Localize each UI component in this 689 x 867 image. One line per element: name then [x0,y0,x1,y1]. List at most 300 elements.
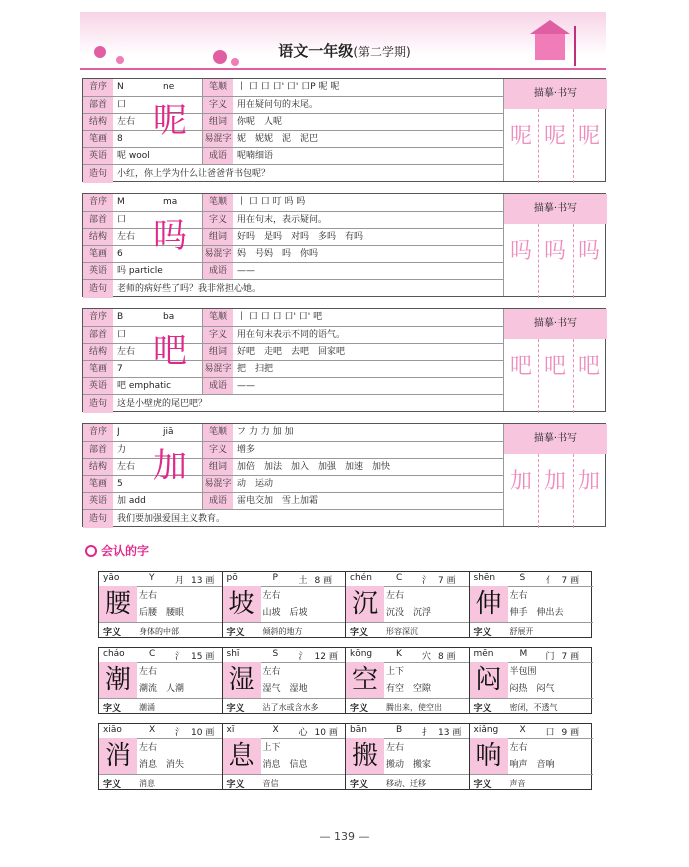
cell-header [223,572,346,587]
label-sentence: 造句 [83,510,113,528]
recognize-cell [99,724,223,789]
character-card [82,308,606,412]
value-confusable: 妮 妮妮 泥 泥巴 [237,134,319,144]
cell-meaning-label: 字义 [350,780,369,790]
cell-header [99,572,222,587]
label-sentence: 造句 [83,165,113,183]
cell-letter: Y [149,573,155,583]
cell-pinyin: bān [350,725,367,735]
cell-strokes: 7 画 [561,652,580,662]
cell-pinyin: pō [226,573,238,583]
recognize-section-title [85,542,149,559]
value-compound: 好吧 走吧 去吧 回家吧 [237,347,346,357]
label-stroke_order: 笔顺 [203,424,233,442]
cell-pinyin: cháo [103,649,125,659]
cell-pinyin: kōng [350,649,373,659]
cell-meaning-row [223,622,346,639]
cell-meaning-label: 字义 [226,628,245,638]
card-row [83,228,503,246]
trace-box [503,424,607,526]
cell-header [470,724,594,739]
value-english: 呢 wool [117,151,150,161]
trace-guide [573,224,574,298]
label-confusable: 易混字 [203,361,233,378]
character-card [82,78,606,182]
value-english: 加 add [117,496,146,506]
card-row [83,492,503,510]
recognize-row [98,571,592,638]
cell-meaning: 倾斜的地方 [262,627,303,636]
cell-structure: 左右 [262,667,281,677]
label-compound: 组词 [203,229,233,246]
cell-letter: C [396,573,403,583]
cell-radical: 口 [545,728,555,738]
trace-label: 描摹·书写 [504,79,607,109]
cell-pinyin: xiāo [103,725,122,735]
label-confusable: 易混字 [203,246,233,263]
cell-meaning-row [223,698,346,715]
card-row [83,113,503,131]
cell-strokes: 8 画 [438,652,456,662]
cell-radical: 扌 [422,728,432,738]
value-idiom: 雷电交加 雪上加霜 [237,496,319,506]
label-order: 音序 [83,309,113,327]
cell-header [99,724,222,739]
cell-meaning: 密闭，不透气 [509,703,558,712]
cell-meaning-row [470,774,594,791]
card-row [83,96,503,114]
cell-pinyin: yāo [103,573,120,583]
cell-strokes: 12 画 [314,652,338,662]
cell-pinyin: xī [226,725,235,735]
trace-guide [538,339,539,413]
cell-character: 腰 [99,586,137,622]
cell-meaning-label: 字义 [350,704,369,714]
cell-header [99,648,222,663]
cell-radical: 心 [298,728,308,738]
label-order: 音序 [83,194,113,212]
card-row [83,211,503,229]
cell-meaning-row [346,622,469,639]
recognize-cell [223,572,347,637]
cell-meaning-row [99,698,222,715]
label-idiom: 成语 [203,148,233,165]
value-strokes: 7 [117,364,123,374]
value-order [117,309,197,326]
label-confusable: 易混字 [203,476,233,493]
cell-header [346,572,469,587]
card-row [83,458,503,476]
cell-radical: 月 [175,576,185,586]
cell-words: 消息 消失 [139,760,185,770]
order-letter: N [117,82,124,92]
cell-words: 山坡 后坡 [262,608,308,618]
cell-character: 搬 [346,738,384,774]
cell-meaning-label: 字义 [226,704,245,714]
recognize-title-text: 会认的字 [101,544,150,558]
recognize-cell [99,648,223,713]
trace-guide [538,454,539,528]
value-idiom: —— [237,266,255,276]
pinyin: ma [163,197,178,207]
cell-strokes: 9 画 [561,728,580,738]
cell-structure: 左右 [139,591,158,601]
cell-header [346,648,469,663]
sentence-text: 小红，你上学为什么让爸爸背书包呢？ [117,169,271,179]
trace-guide [573,109,574,183]
cell-meaning-row [470,698,594,715]
cell-pinyin: xiǎng [473,725,499,735]
cell-words: 闷热 闷气 [509,684,555,694]
cell-structure: 左右 [386,743,405,753]
cell-meaning: 潮涌 [139,703,155,712]
cell-meaning: 形容深沉 [386,627,418,636]
sentence-text: 老师的病好些了吗？我非常担心她。 [117,284,262,294]
label-english: 英语 [83,378,113,395]
cell-pinyin: chén [350,573,372,583]
value-strokes: 8 [117,134,123,144]
cell-radical: 氵 [175,652,185,662]
label-stroke_order: 笔顺 [203,79,233,97]
recognize-cell [346,572,470,637]
cell-meaning-label: 字义 [103,628,122,638]
card-row [83,326,503,344]
trace-char: 加 [510,469,533,494]
cell-meaning: 消息 [139,779,155,788]
cell-letter: K [396,649,402,659]
trace-char: 吗 [544,239,567,264]
cell-header [223,648,346,663]
label-order: 音序 [83,79,113,97]
cell-character: 消 [99,738,137,774]
label-order: 音序 [83,424,113,442]
recognize-cell [223,724,347,789]
label-sentence: 造句 [83,395,113,413]
trace-label: 描摹·书写 [504,424,607,454]
cell-strokes: 10 画 [191,728,215,738]
trace-label: 描摹·书写 [504,194,607,224]
value-meaning: 用在句末表示不同的语气。 [237,330,346,340]
trace-char: 呢 [578,124,601,149]
label-stroke_order: 笔顺 [203,194,233,212]
trace-char: 吧 [578,354,601,379]
label-english: 英语 [83,493,113,510]
cell-words: 有空 空隙 [386,684,432,694]
cell-meaning-row [346,774,469,791]
value-structure: 左右 [117,462,136,472]
value-radical: 口 [117,100,127,110]
cell-structure: 左右 [139,743,158,753]
card-row [83,262,503,280]
label-strokes: 笔画 [83,476,113,493]
cell-meaning: 腾出来，使空出 [386,703,442,712]
sentence-row [83,164,503,183]
value-confusable: 妈 号妈 吗 你吗 [237,249,319,259]
label-compound: 组词 [203,114,233,131]
value-strokes: 6 [117,249,123,259]
header-divider [80,68,606,70]
cell-radical: 氵 [175,728,185,738]
value-stroke_order: フ 力 力 加 加 [237,427,294,437]
label-meaning: 字义 [203,97,233,114]
pinyin: ba [163,312,175,322]
value-meaning: 用在疑问句的末尾。 [237,100,319,110]
trace-guide [538,224,539,298]
cell-words: 响声 音响 [509,760,555,770]
value-order [117,194,197,211]
magnifier-icon [85,545,97,557]
label-idiom: 成语 [203,263,233,280]
cell-meaning-label: 字义 [473,628,492,638]
label-confusable: 易混字 [203,131,233,148]
trace-label: 描摹·书写 [504,309,607,339]
cell-letter: P [272,573,278,583]
card-row [83,147,503,165]
page-number: — 139 — [319,830,370,843]
cell-meaning-row [346,698,469,715]
recognize-cell [470,648,594,713]
trace-char: 呢 [544,124,567,149]
trace-box [503,79,607,181]
sentence-row [83,279,503,298]
cell-structure: 半包围 [509,667,537,677]
cell-meaning: 舒展开 [509,627,534,636]
cell-strokes: 13 画 [191,576,215,586]
cell-structure: 左右 [386,591,405,601]
cell-structure: 上下 [386,667,405,677]
cell-letter: B [396,725,403,735]
character-card [82,423,606,527]
cell-character: 潮 [99,662,137,698]
cell-meaning: 移动、迁移 [386,779,426,788]
cell-strokes: 10 画 [314,728,338,738]
cell-character: 息 [223,738,261,774]
value-structure: 左右 [117,232,136,242]
card-row [83,475,503,493]
cell-radical: 土 [298,576,308,586]
cell-words: 消息 信息 [262,760,308,770]
value-confusable: 把 扫把 [237,364,274,374]
cell-character: 沉 [346,586,384,622]
cell-meaning-label: 字义 [473,704,492,714]
card-row [83,360,503,378]
label-radical: 部首 [83,442,113,459]
cell-letter: X [272,725,279,735]
trace-char: 吗 [578,239,601,264]
subtitle-text: (第二学期) [353,45,411,59]
label-stroke_order: 笔顺 [203,309,233,327]
recognize-cell [99,572,223,637]
order-letter: M [117,197,125,207]
value-compound: 好吗 是吗 对吗 多吗 有吗 [237,232,364,242]
sentence-text: 我们要加强爱国主义教育。 [117,514,226,524]
cell-meaning-row [99,622,222,639]
recognize-cell [346,648,470,713]
card-row [83,343,503,361]
label-idiom: 成语 [203,493,233,510]
trace-char: 加 [544,469,567,494]
cell-header [470,572,594,587]
value-meaning: 增多 [237,445,256,455]
value-confusable: 动 运动 [237,479,274,489]
recognize-cell [346,724,470,789]
cell-structure: 左右 [262,591,281,601]
divider [202,309,203,394]
main-character: 加 [153,446,187,486]
value-order [117,424,197,441]
value-stroke_order: 丨 口 口 叮 吗 吗 [237,197,306,207]
cell-radical: 穴 [422,652,432,662]
card-row [83,377,503,395]
value-compound: 你呢 人呢 [237,117,283,127]
trace-guide [573,339,574,413]
value-order [117,79,197,96]
divider [202,79,203,164]
cell-words: 伸手 伸出去 [509,608,564,618]
label-meaning: 字义 [203,442,233,459]
value-meaning: 用在句末，表示疑问。 [237,215,328,225]
cell-words: 沉没 沉浮 [386,608,432,618]
cell-strokes: 7 画 [561,576,580,586]
card-row [83,79,503,97]
cell-radical: 亻 [545,576,555,586]
recognize-cell [470,724,594,789]
cell-character: 坡 [223,586,261,622]
value-structure: 左右 [117,347,136,357]
recognize-cell [223,648,347,713]
label-structure: 结构 [83,459,113,476]
sentence-text: 这是小壁虎的尾巴吧？ [117,399,208,409]
cell-strokes: 15 画 [191,652,215,662]
value-radical: 力 [117,445,127,455]
cell-meaning: 沾了水或含水多 [262,703,319,712]
label-meaning: 字义 [203,327,233,344]
cell-words: 后腰 腰眼 [139,608,185,618]
cell-character: 闷 [470,662,508,698]
cell-radical: 氵 [422,576,432,586]
trace-char: 吧 [510,354,533,379]
label-structure: 结构 [83,229,113,246]
title-text: 语文一年级 [278,42,354,60]
label-strokes: 笔画 [83,246,113,263]
value-compound: 加倍 加法 加入 加强 加速 加快 [237,462,391,472]
main-character: 吗 [153,216,187,256]
page-title [0,40,689,61]
trace-guide [538,109,539,183]
cell-strokes: 8 画 [314,576,333,586]
cell-meaning: 音信 [262,779,279,788]
order-letter: B [117,312,124,322]
cell-meaning-label: 字义 [473,780,492,790]
cell-pinyin: shēn [473,573,496,583]
cell-structure: 上下 [262,743,281,753]
label-meaning: 字义 [203,212,233,229]
trace-char: 加 [578,469,601,494]
trace-char: 吧 [544,354,567,379]
value-english: 吧 emphatic [117,381,172,391]
value-strokes: 5 [117,479,123,489]
value-idiom: 呢喃细语 [237,151,274,161]
pinyin: ne [163,82,175,92]
value-stroke_order: 丨 口 口 口 口' 口' 吧 [237,312,323,322]
label-structure: 结构 [83,114,113,131]
character-card [82,193,606,297]
label-compound: 组词 [203,459,233,476]
cell-radical: 门 [545,652,555,662]
value-stroke_order: 丨 口 口 口' 口' 口P 呢 呢 [237,82,340,92]
sentence-row [83,394,503,413]
cell-letter: M [519,649,528,659]
divider [202,424,203,509]
order-letter: J [117,427,120,437]
label-idiom: 成语 [203,378,233,395]
label-compound: 组词 [203,344,233,361]
cell-meaning: 身体的中部 [139,627,179,636]
label-radical: 部首 [83,212,113,229]
cell-letter: X [519,725,526,735]
cell-character: 响 [470,738,508,774]
label-strokes: 笔画 [83,361,113,378]
trace-guide [573,454,574,528]
card-row [83,245,503,263]
recognize-row [98,647,592,714]
cell-structure: 左右 [509,591,528,601]
cell-structure: 左右 [509,743,528,753]
card-row [83,424,503,442]
divider [202,194,203,279]
recognize-row [98,723,592,790]
trace-char: 吗 [510,239,533,264]
card-row [83,441,503,459]
value-english: 吗 particle [117,266,163,276]
label-english: 英语 [83,148,113,165]
cell-strokes: 13 画 [438,728,462,738]
value-radical: 口 [117,330,127,340]
cell-pinyin: shī [226,649,240,659]
cell-meaning-row [99,774,222,791]
main-character: 呢 [153,101,187,141]
cell-structure: 左右 [139,667,158,677]
cell-meaning: 声音 [509,779,526,788]
value-structure: 左右 [117,117,136,127]
cell-character: 伸 [470,586,508,622]
label-english: 英语 [83,263,113,280]
cell-radical: 氵 [298,652,308,662]
cell-pinyin: mēn [473,649,494,659]
cell-letter: S [519,573,526,583]
trace-char: 呢 [510,124,533,149]
label-structure: 结构 [83,344,113,361]
cell-letter: S [272,649,279,659]
cell-meaning-row [223,774,346,791]
cell-letter: X [149,725,156,735]
cell-character: 湿 [223,662,261,698]
cell-header [223,724,346,739]
label-radical: 部首 [83,327,113,344]
trace-box [503,309,607,411]
value-radical: 口 [117,215,127,225]
label-radical: 部首 [83,97,113,114]
card-row [83,309,503,327]
card-row [83,130,503,148]
pinyin: jiā [163,427,174,437]
main-character: 吧 [153,331,187,371]
cell-meaning-label: 字义 [350,628,369,638]
sentence-row [83,509,503,528]
trace-box [503,194,607,296]
cell-meaning-label: 字义 [103,780,122,790]
label-strokes: 笔画 [83,131,113,148]
